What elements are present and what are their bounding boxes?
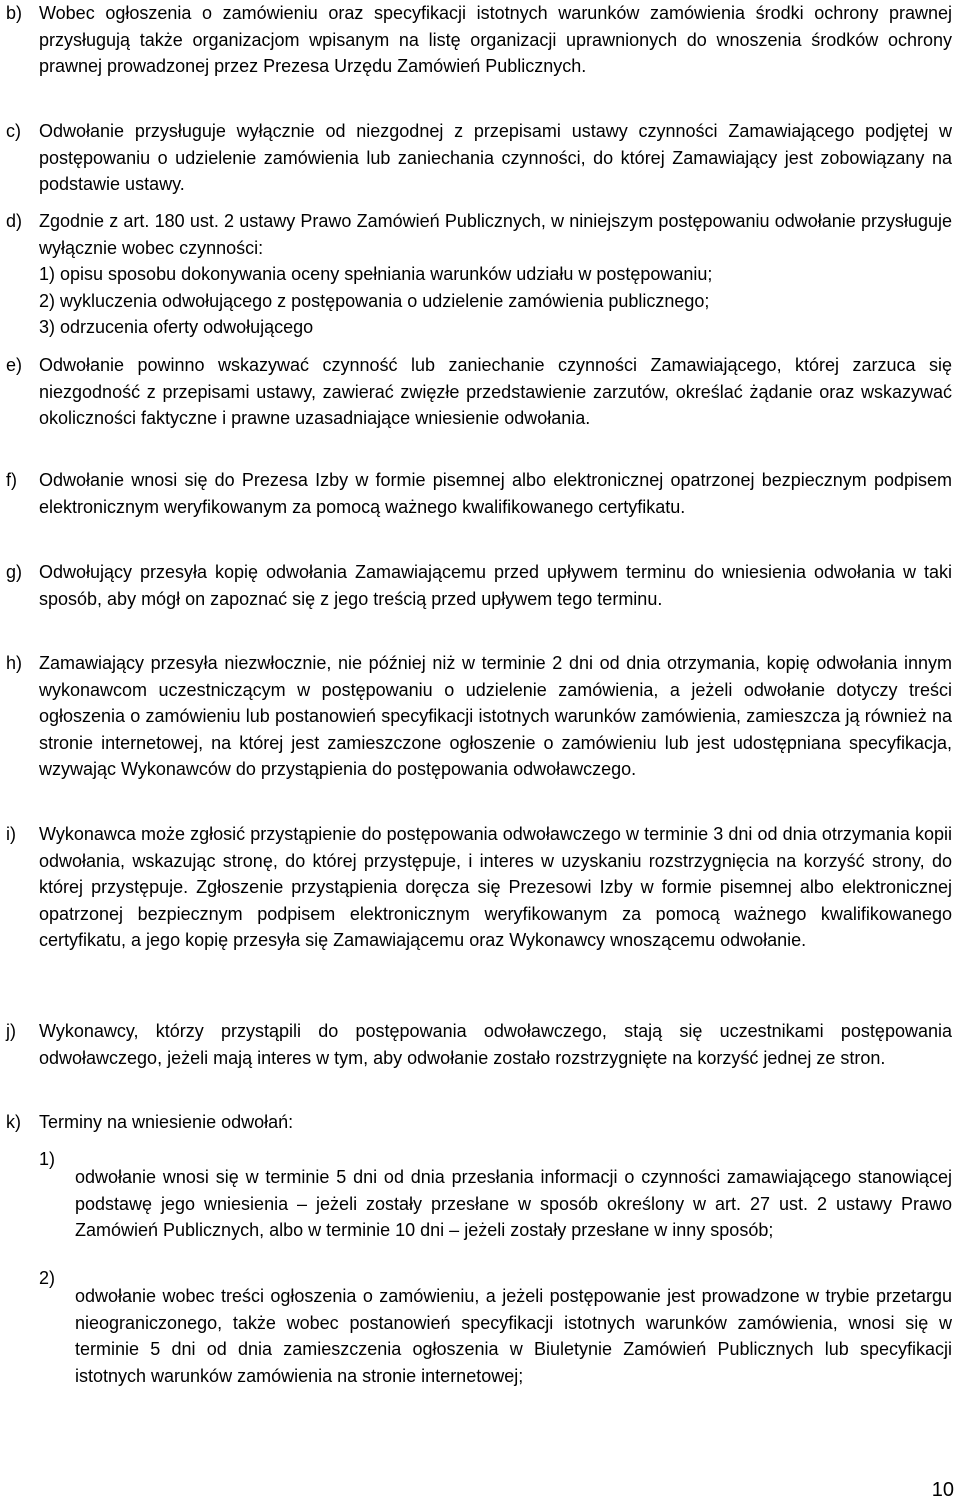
page-number: 10 [931,1479,954,1501]
item-label: b) [6,3,23,23]
item-e [6,352,952,432]
item-label: f) [6,470,17,490]
item-k [6,1109,952,1136]
item-g [6,559,952,612]
item-c [6,118,952,198]
item-label: c) [6,121,21,141]
item-text: Odwołanie przysługuje wyłącznie od niezgodnej z przepisami ustawy czynności Zamawiającego podjętej w postępowaniu o udzielenie zamówienia lub zaniechania czynności, do której Zamawiający jest zobowiązany na podstawie ustawy. [39,121,952,194]
item-text: Wykonawca może zgłosić przystąpienie do postępowania odwoławczego w terminie 3 dni od dnia otrzymania kopii odwołania, wskazując stronę, do której przystępuje, i interes w uzyskaniu rozstrzygnięcia na korzyść strony, do której przystępuje. Zgłoszenie przystąpienia doręcza się Prezesowi Izby w formie pisemnej albo elektronicznej opatrzonej bezpiecznym podpisem elektronicznym weryfikowanym za pomocą ważnego kwalifikowanego certyfikatu, a jego kopię przesyła się Zamawiającemu oraz Wykonawcy wnoszącemu odwołanie. [39,824,952,950]
item-label: k) [6,1112,21,1132]
item-h [6,650,952,783]
subitem-label: 2) [39,1268,56,1288]
item-d [6,208,952,341]
list-line: 2) wykluczenia odwołującego z postępowania o udzielenie zamówienia publicznego; [39,290,710,311]
subitem-k-1 [39,1146,952,1262]
subitem-k-2 [39,1265,952,1407]
subitem-label: 1) [39,1149,56,1169]
item-body [39,208,952,341]
item-f [6,467,952,520]
item-label: i) [6,824,16,844]
item-label: e) [6,355,23,375]
item-j [6,1018,952,1071]
item-label: d) [6,211,23,231]
subitem-text: odwołanie wnosi się w terminie 5 dni od dnia przesłania informacji o czynności zamawiającego stanowiącej podstawę jego wniesienia – jeżeli zostały przesłane w sposób określony w art. 27 ust. 2 ustawy Prawo Zamówień Publicznych, albo w terminie 10 dni – jeżeli zostały przesłane w inny sposób; [75,1167,952,1240]
item-text: Wykonawcy, którzy przystąpili do postępowania odwoławczego, stają się uczestnikami postępowania odwoławczego, jeżeli mają interes w tym, aby odwołanie zostało rozstrzygnięte na korzyść jednej ze stron. [39,1021,952,1068]
subitem-text: odwołanie wobec treści ogłoszenia o zamówieniu, a jeżeli postępowanie jest prowadzone w trybie przetargu nieograniczonego, także wobec postanowień specyfikacji istotnych warunków zamówienia, wnosi się w terminie 5 dni od dnia zamieszczenia ogłoszenia w Biuletynie Zamówień Publicznych lub specyfikacji istotnych warunków zamówienia na stronie internetowej; [75,1286,952,1386]
item-label: g) [6,562,23,582]
item-label: j) [6,1021,16,1041]
item-text: Odwołujący przesyła kopię odwołania Zamawiającemu przed upływem terminu do wniesienia odwołania w taki sposób, aby mógł on zapoznać się z jego treścią przed upływem tego terminu. [39,562,952,609]
item-b [6,0,952,80]
list-line: 3) odrzucenia oferty odwołującego [39,317,314,337]
list-line: 1) opisu sposobu dokonywania oceny spełniania warunków udziału w postępowaniu; [39,264,713,284]
item-label: h) [6,653,23,673]
item-i [6,821,952,954]
item-text: Odwołanie wnosi się do Prezesa Izby w formie pisemnej albo elektronicznej opatrzonej bezpiecznym podpisem elektronicznym weryfikowanym za pomocą ważnego kwalifikowanego certyfikatu. [39,470,952,517]
item-text: Zamawiający przesyła niezwłocznie, nie później niż w terminie 2 dni od dnia otrzymania, kopię odwołania innym wykonawcom uczestniczącym w postępowaniu o udzielenie zamówienia, a jeżeli odwołanie dotyczy treści ogłoszenia o zamówieniu lub postanowień specyfikacji istotnych warunków zamówienia, zamieszcza ją również na stronie internetowej, na której jest zamieszczone ogłoszenie o zamówieniu lub jest udostępniana specyfikacja, wzywając Wykonawców do przystąpienia do postępowania odwoławczego. [39,653,952,779]
item-text: Wobec ogłoszenia o zamówieniu oraz specyfikacji istotnych warunków zamówienia środki ochrony prawnej przysługują także organizacjom wpisanym na listę organizacji uprawnionych do wnoszenia środków ochrony prawnej prowadzonej przez Prezesa Urzędu Zamówień Publicznych. [39,3,952,76]
item-text: Odwołanie powinno wskazywać czynność lub zaniechanie czynności Zamawiającego, której zarzuca się niezgodność z przepisami ustawy, zawierać zwięzłe przedstawienie zarzutów, określać żądanie oraz wskazywać okoliczności faktyczne i prawne uzasadniające wniesienie odwołania. [39,355,952,428]
item-text: Zgodnie z art. 180 ust. 2 ustawy Prawo Zamówień Publicznych, w niniejszym postępowaniu odwołanie przysługuje wyłącznie wobec czynności: [39,211,952,258]
item-text: Terminy na wniesienie odwołań: [39,1112,294,1132]
